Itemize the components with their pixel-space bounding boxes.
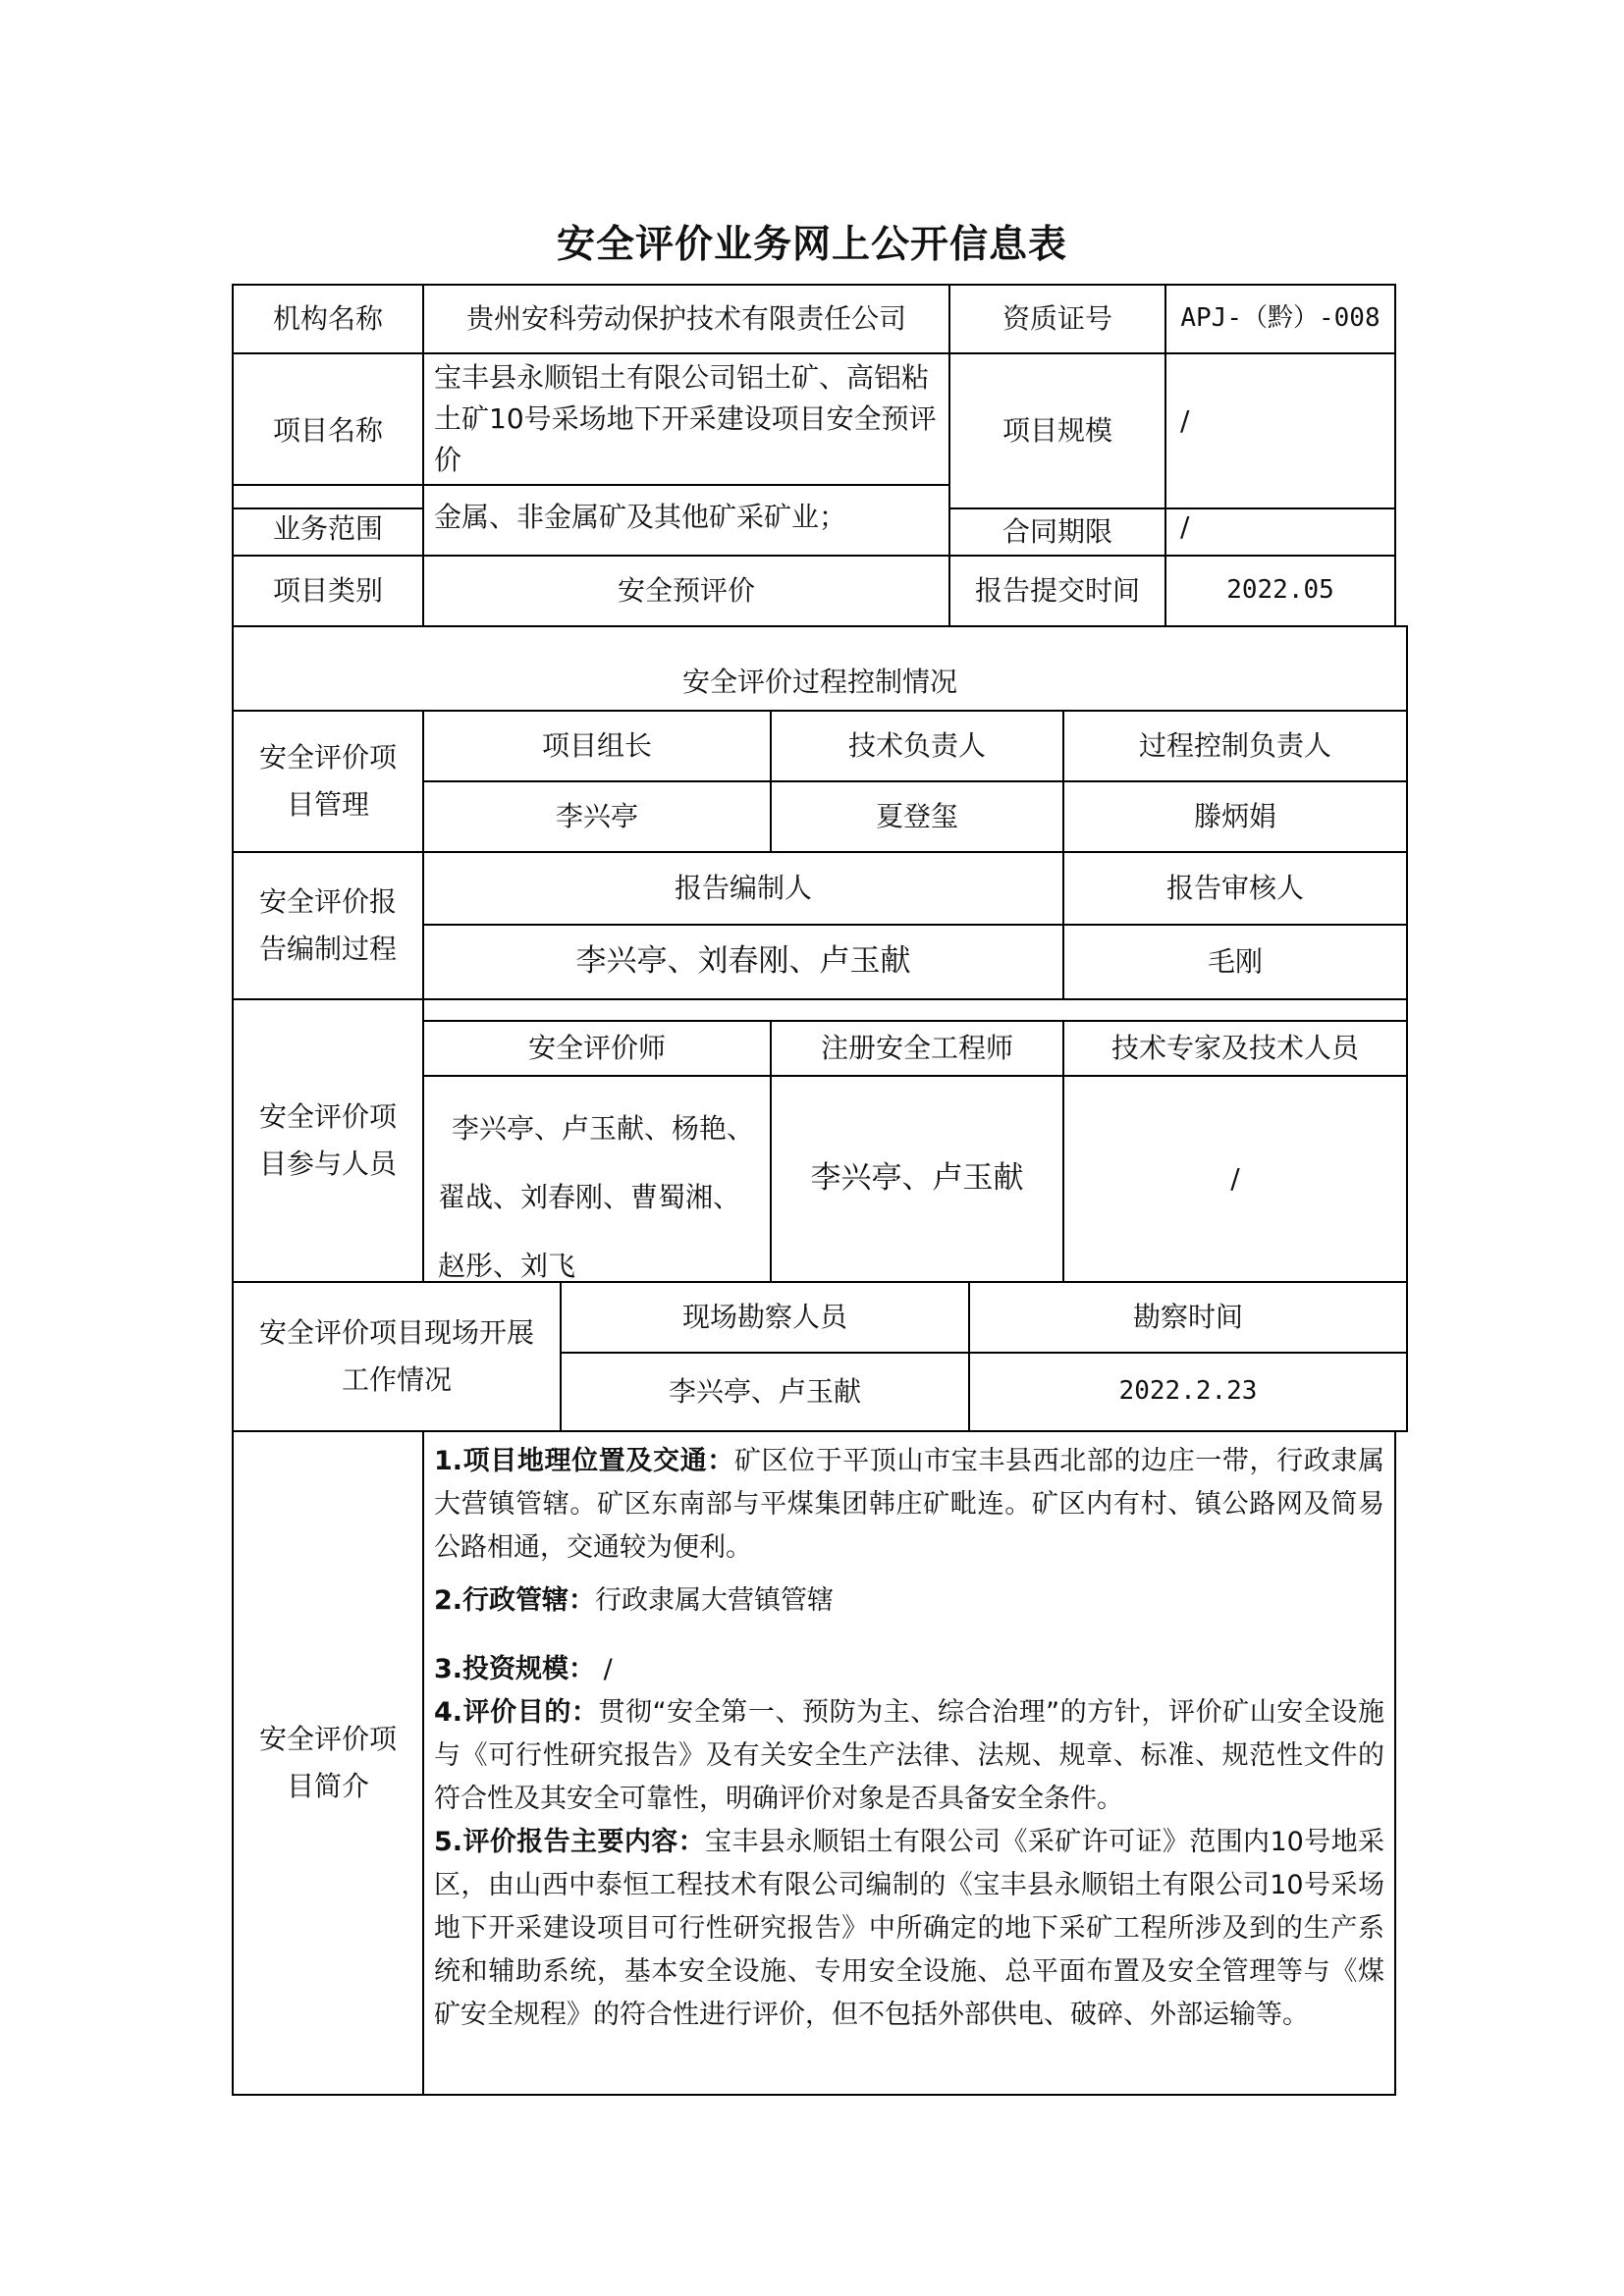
surveyor-label: 现场勘察人员 xyxy=(681,1301,847,1334)
process-heading: 安全评价过程控制情况 xyxy=(681,666,957,699)
leader-label: 项目组长 xyxy=(541,729,652,763)
scale-label-cell xyxy=(948,352,1166,509)
evaluator-line-1: 李兴亭、卢玉献、杨艳、 xyxy=(452,1112,755,1145)
engineer-value: 李兴亭、卢玉献 xyxy=(810,1160,1024,1197)
intro-paragraph-4 xyxy=(434,1691,1384,1821)
project-value: 宝丰县永顺铝土有限公司铝土矿、高铝粘土矿10号采场地下开采建设项目安全预评价 xyxy=(434,361,937,476)
cert-label: 资质证号 xyxy=(1001,302,1112,336)
tech-label-cell xyxy=(770,710,1064,782)
control-value: 滕炳娟 xyxy=(1193,800,1276,833)
tech-value: 夏登玺 xyxy=(875,800,958,833)
process-heading-cell xyxy=(232,625,1408,712)
intro-label-line-1: 安全评价项 xyxy=(258,1723,397,1756)
leader-value-cell xyxy=(422,780,772,853)
expert-value-cell xyxy=(1062,1075,1408,1283)
staff-label-line-2: 目参与人员 xyxy=(258,1148,397,1180)
intro-paragraph-2 xyxy=(434,1579,1384,1623)
site-label-line-2: 工作情况 xyxy=(341,1363,452,1396)
reviewer-label: 报告审核人 xyxy=(1165,872,1304,905)
tech-label: 技术负责人 xyxy=(847,729,986,763)
compiler-value: 李兴亭、刘春刚、卢玉献 xyxy=(575,943,911,980)
page-title: 安全评价业务网上公开信息表 xyxy=(556,223,1067,267)
intro-label-cell xyxy=(232,1430,424,2096)
cert-value-cell xyxy=(1164,284,1396,354)
surveyor-value: 李兴亭、卢玉献 xyxy=(668,1375,861,1409)
submit-value-cell xyxy=(1164,555,1396,627)
survey-time-label: 勘察时间 xyxy=(1132,1301,1243,1334)
report-label-line-2: 告编制过程 xyxy=(258,933,397,965)
surveyor-label-cell xyxy=(560,1281,970,1354)
control-value-cell xyxy=(1062,780,1408,853)
staff-label-line-1: 安全评价项 xyxy=(258,1100,397,1134)
scope-label-cell xyxy=(232,484,424,557)
engineer-value-cell xyxy=(770,1075,1064,1283)
control-label-cell xyxy=(1062,710,1408,782)
intro-p2-heading: 2.行政管辖： xyxy=(434,1585,596,1616)
engineer-label: 注册安全工程师 xyxy=(820,1032,1013,1065)
scale-value: / xyxy=(1180,404,1190,437)
evaluator-label: 安全评价师 xyxy=(527,1032,666,1065)
survey-time-label-cell xyxy=(968,1281,1408,1354)
expert-label-cell xyxy=(1062,1020,1408,1077)
submit-value: 2022.05 xyxy=(1226,575,1334,606)
intro-p4-text: 贯彻“安全第一、预防为主、综合治理”的方针，评价矿山安全设施与《可行性研究报告》及有关安全生产法律、法规、规章、标准、规范性文件的符合性及其安全可靠性，明确评价对象是否具备安全条件。 xyxy=(434,1697,1384,1814)
project-label: 项目名称 xyxy=(272,414,383,448)
site-label-line-1: 安全评价项目现场开展 xyxy=(258,1316,534,1350)
engineer-label-cell xyxy=(770,1020,1064,1077)
control-label: 过程控制负责人 xyxy=(1138,729,1331,763)
category-label: 项目类别 xyxy=(272,574,383,608)
staff-label-cell xyxy=(232,998,424,1283)
intro-paragraph-1 xyxy=(434,1440,1384,1570)
intro-p3-text: / xyxy=(595,1654,613,1684)
scale-label: 项目规模 xyxy=(1001,414,1112,448)
contract-label-cell xyxy=(948,507,1166,557)
mgmt-label-line-2: 目管理 xyxy=(286,788,369,821)
category-label-cell xyxy=(232,555,424,627)
intro-p4-heading: 4.评价目的： xyxy=(434,1697,599,1728)
expert-value: / xyxy=(1230,1162,1240,1196)
intro-paragraph-5 xyxy=(434,1821,1384,2037)
cert-label-cell xyxy=(948,284,1166,354)
survey-time-value: 2022.2.23 xyxy=(1118,1376,1258,1407)
compiler-value-cell xyxy=(422,924,1064,1000)
org-label: 机构名称 xyxy=(272,302,383,336)
cert-value: APJ-（黔）-008 xyxy=(1180,303,1380,334)
intro-p2-text: 行政隶属大营镇管辖 xyxy=(595,1585,835,1616)
report-label-line-1: 安全评价报 xyxy=(258,885,397,919)
contract-value: / xyxy=(1180,510,1190,543)
evaluator-line-2: 翟战、刘春刚、曹蜀湘、 xyxy=(438,1181,741,1213)
intro-p5-text: 宝丰县永顺铝土有限公司《采矿许可证》范围内10号地采区，由山西中泰恒工程技术有限公司编制的《宝丰县永顺铝土有限公司10号采场地下开采建设项目可行性研究报告》中所确定的地下采矿工程所涉及到的生产系统和辅助系统，基本安全设施、专用安全设施、总平面布置及安全管理等与《煤矿安全规程》的符合性进行评价，但不包括外部供电、破碎、外部运输等。 xyxy=(434,1827,1384,2030)
evaluator-line-3: 赵彤、刘飞 xyxy=(438,1250,576,1282)
staff-header-spacer xyxy=(422,998,1408,1022)
org-value: 贵州安科劳动保护技术有限责任公司 xyxy=(465,302,906,336)
intro-p1-text: 矿区位于平顶山市宝丰县西北部的边庄一带，行政隶属大营镇管辖。矿区东南部与平煤集团韩庄矿毗连。矿区内有村、镇公路网及简易公路相通，交通较为便利。 xyxy=(434,1446,1385,1563)
intro-p5-heading: 5.评价报告主要内容： xyxy=(434,1827,706,1857)
category-value: 安全预评价 xyxy=(617,574,755,608)
intro-paragraph-3 xyxy=(434,1648,1384,1691)
project-value-cell xyxy=(422,352,950,486)
expert-label: 技术专家及技术人员 xyxy=(1110,1032,1359,1065)
reviewer-label-cell xyxy=(1062,851,1408,926)
survey-time-value-cell xyxy=(968,1352,1408,1432)
leader-label-cell xyxy=(422,710,772,782)
contract-label: 合同期限 xyxy=(1001,515,1112,549)
evaluator-value-cell xyxy=(422,1075,772,1283)
org-value-cell xyxy=(422,284,950,354)
scale-value-cell xyxy=(1164,352,1396,509)
tech-value-cell xyxy=(770,780,1064,853)
scope-label: 业务范围 xyxy=(272,512,383,546)
contract-value-cell xyxy=(1164,507,1396,557)
scope-value: 金属、非金属矿及其他矿采矿业； xyxy=(434,501,847,533)
surveyor-value-cell xyxy=(560,1352,970,1432)
evaluator-label-cell xyxy=(422,1020,772,1077)
category-value-cell xyxy=(422,555,950,627)
report-label-cell xyxy=(232,851,424,1000)
reviewer-value-cell xyxy=(1062,924,1408,1000)
intro-p1-heading: 1.项目地理位置及交通： xyxy=(434,1446,734,1476)
intro-content xyxy=(422,1430,1396,2096)
mgmt-label-cell xyxy=(232,710,424,853)
submit-label-cell xyxy=(948,555,1166,627)
leader-value: 李兴亭 xyxy=(555,800,638,833)
compiler-label: 报告编制人 xyxy=(674,872,812,905)
submit-label: 报告提交时间 xyxy=(974,574,1140,608)
mgmt-label-line-1: 安全评价项 xyxy=(258,741,397,774)
intro-label-line-2: 目简介 xyxy=(286,1770,369,1802)
intro-p3-heading: 3.投资规模： xyxy=(434,1654,596,1684)
reviewer-value: 毛刚 xyxy=(1207,945,1263,979)
compiler-label-cell xyxy=(422,851,1064,926)
site-label-cell xyxy=(232,1281,562,1432)
org-label-cell xyxy=(232,284,424,354)
scope-value-cell xyxy=(422,484,950,557)
